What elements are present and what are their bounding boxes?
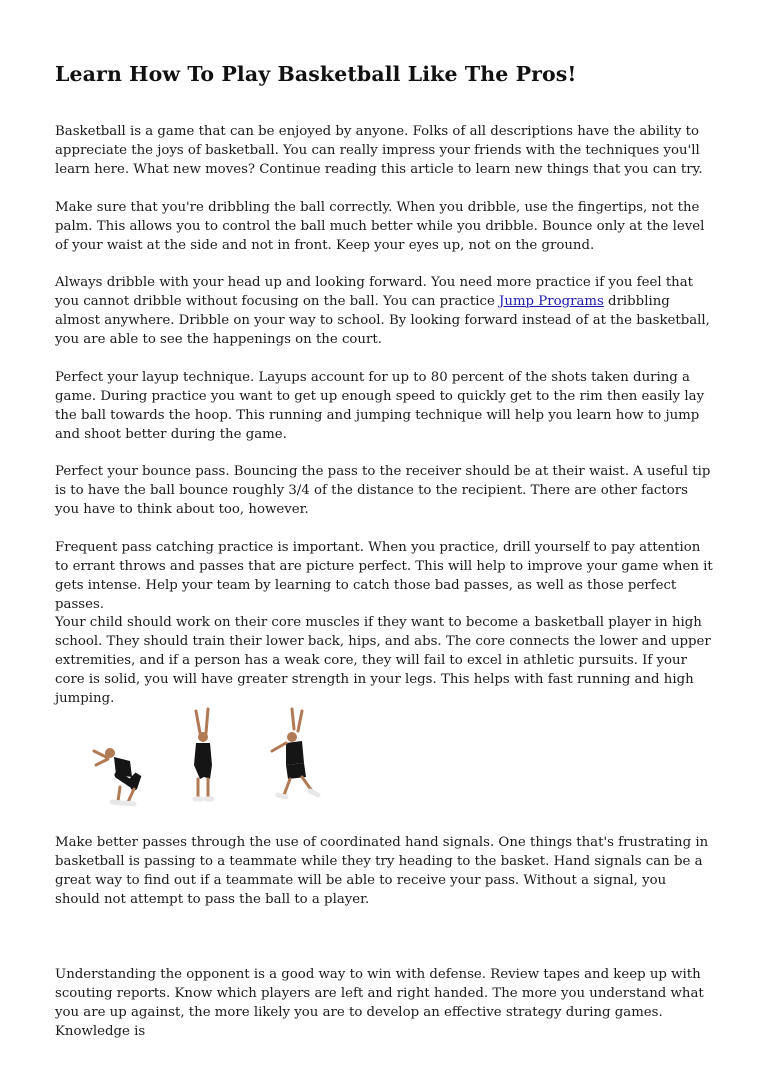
shooting-player-figure (272, 709, 318, 797)
jumping-player-figure (194, 709, 212, 799)
paragraph-head-up-text-end: dribbling almost anywhere. Dribble on your way to school. By looking forward instead of at the basketball, you are able to see the happenings on the court. (55, 294, 710, 347)
paragraph-core-muscles: Your child should work on their core muscles if they want to become a basketball player in high school. They should train their lower back, hips, and abs. The core connects the lower and upper extremities, and if a person has a weak core, they will fail to excel in athletic pursuits. If your core is solid, you will have greater strength in your legs. This helps with fast running and high jumping. (55, 615, 711, 706)
page-title: Learn How To Play Basketball Like The Pros! (55, 62, 577, 86)
paragraph-intro: Basketball is a game that can be enjoyed by anyone. Folks of all descriptions have the ability to appreciate the joys of basketball. You can really impress your friends with the techniques you'll learn here. What new moves? Continue reading this article to learn new things that you can try. (55, 124, 703, 177)
paragraph-layup: Perfect your layup technique. Layups account for up to 80 percent of the shots taken during a game. During practice you want to get up enough speed to quickly get to the rim then easily lay the ball towards the hoop. This running and jumping technique will help you learn how to jump and shoot better during the game. (55, 370, 705, 442)
paragraph-hand-signals: Make better passes through the use of coordinated hand signals. One things that's frustrating in basketball is passing to a teammate while they try heading to the basket. Hand signals can be a great way to find out if a teammate will be able to receive your pass. Without a signal, you should not attempt to pass the ball to a player. (55, 835, 709, 907)
paragraph-dribbling: Make sure that you're dribbling the ball correctly. When you dribble, use the fingertips, not the palm. This allows you to control the ball much better while you dribble. Bounce only at the level of your waist at the side and not in front. Keep your eyes up, not on the ground. (55, 200, 705, 253)
jump-programs-link[interactable]: Jump Programs (499, 294, 604, 309)
paragraph-head-up-text-start: Always dribble with your head up and looking forward. You need more practice if you feel that you cannot dribble without focusing on the ball. You can practice (55, 275, 694, 309)
jump-sequence-illustration (80, 705, 340, 815)
paragraph-bounce-pass: Perfect your bounce pass. Bouncing the pass to the receiver should be at their waist. A useful tip is to have the ball bounce roughly 3/4 of the distance to the recipient. There are other factors you have to think about too, however. (55, 464, 711, 517)
paragraph-defense: Understanding the opponent is a good way to win with defense. Review tapes and keep up with scouting reports. Know which players are left and right handed. The more you understand what you are up against, the more likely you are to develop an effective strategy during games. Knowledge is (55, 967, 704, 1039)
paragraph-head-up (55, 273, 715, 349)
basketball-jump-sequence-image (80, 705, 340, 815)
crouching-player-figure (94, 748, 138, 804)
paragraph-pass-catching: Frequent pass catching practice is important. When you practice, drill yourself to pay attention to errant throws and passes that are picture perfect. This will help to improve your game when it gets intense. Help your team by learning to catch those bad passes, as well as those perfect passes. (55, 540, 713, 612)
